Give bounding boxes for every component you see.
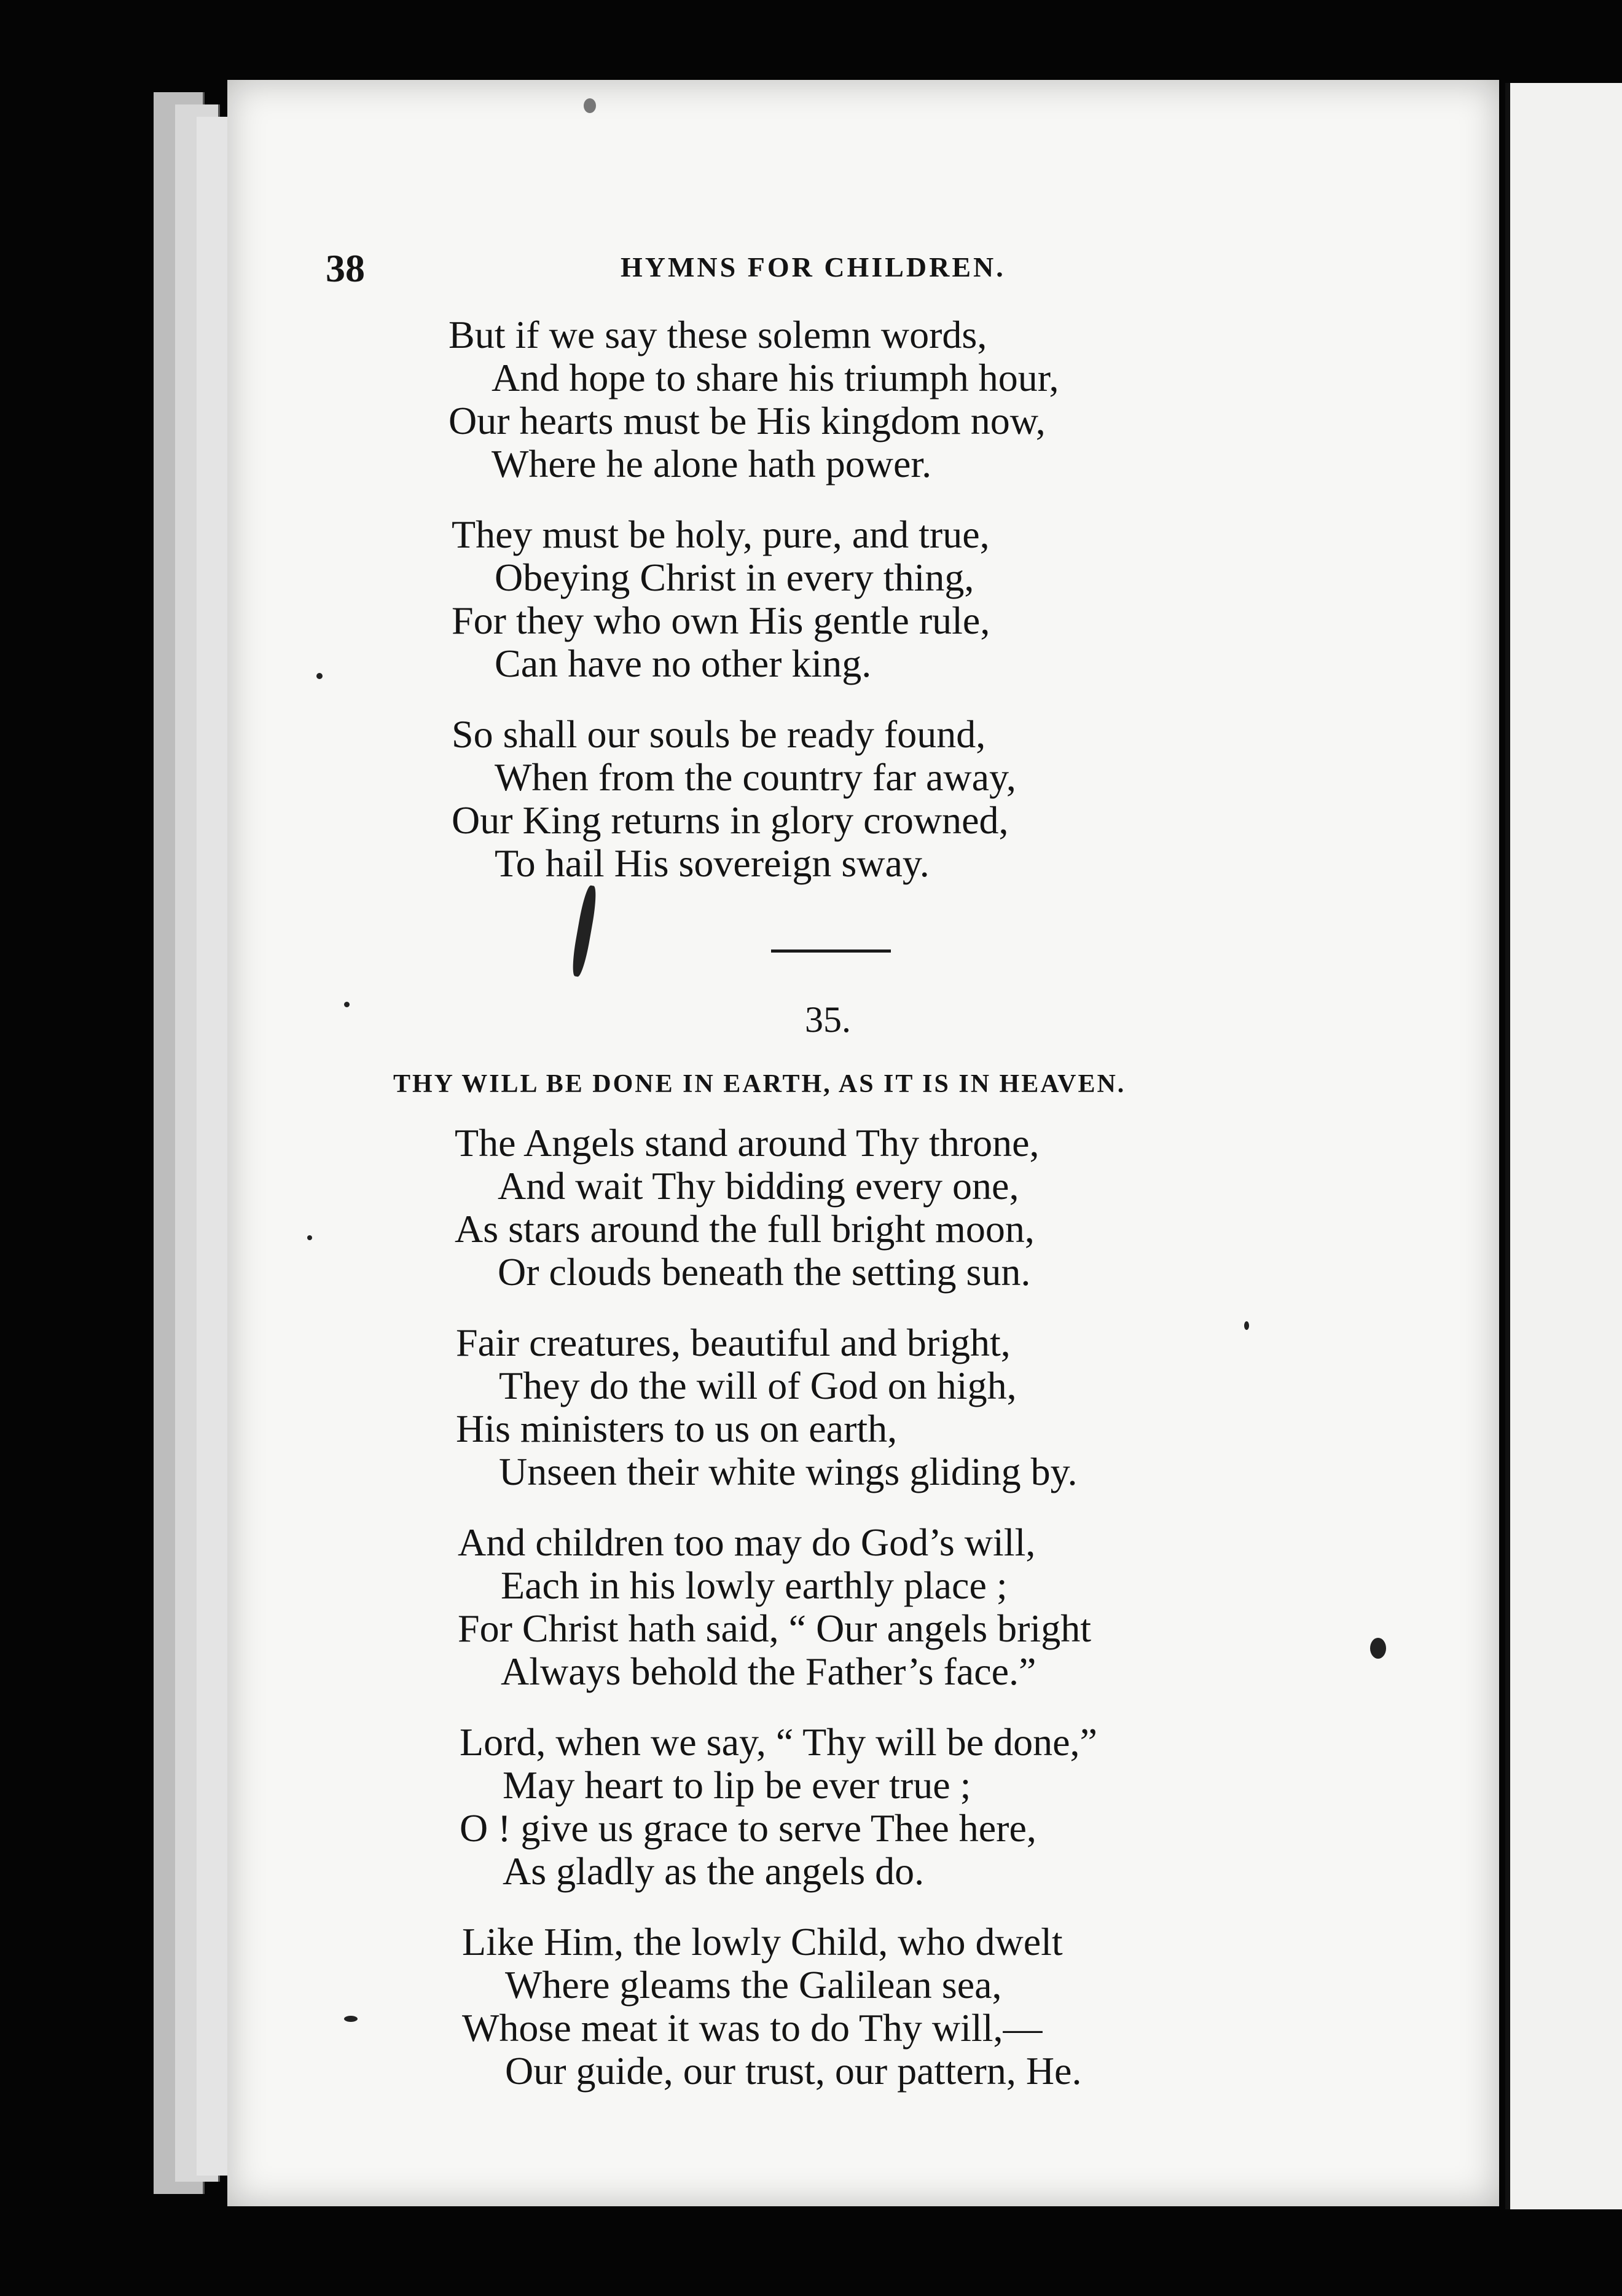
running-head: HYMNS FOR CHILDREN. — [621, 251, 1006, 283]
verse-line: O ! give us grace to serve Thee here, — [460, 1806, 1036, 1850]
verse-line: Always behold the Father’s face.” — [501, 1649, 1036, 1693]
hymn-35-stanza-5 — [462, 1921, 1081, 2093]
hymn-34-stanza-2 — [452, 513, 990, 685]
ink-speck — [344, 2016, 358, 2022]
verse-line: When from the country far away, — [495, 755, 1016, 799]
verse-line: As stars around the full bright moon, — [455, 1207, 1035, 1251]
hymn-number: 35. — [805, 999, 851, 1040]
verse-line: Each in his lowly earthly place ; — [501, 1563, 1008, 1607]
ink-speck — [344, 1002, 350, 1007]
hymn-35-stanza-4 — [460, 1721, 1097, 1893]
verse-line: Obeying Christ in every thing, — [495, 556, 974, 599]
verse-line: Our hearts must be His kingdom now, — [449, 399, 1046, 442]
verse-line: As gladly as the angels do. — [503, 1849, 925, 1893]
verse-line: For they who own His gentle rule, — [452, 599, 990, 642]
verse-line: So shall our souls be ready found, — [452, 712, 986, 756]
verse-line: Whose meat it was to do Thy will,— — [462, 2006, 1043, 2050]
verse-line: Can have no other king. — [495, 642, 872, 685]
hymn-34-stanza-1 — [449, 313, 1059, 486]
verse-line: And children too may do God’s will, — [458, 1520, 1036, 1564]
verse-line: His ministers to us on earth, — [456, 1407, 898, 1450]
verse-line: Where gleams the Galilean sea, — [505, 1963, 1002, 2007]
verse-line: Unseen their white wings gliding by. — [499, 1450, 1078, 1493]
verse-line: The Angels stand around Thy throne, — [455, 1121, 1040, 1165]
ink-speck — [1370, 1638, 1386, 1659]
verse-line: For Christ hath said, “ Our angels bright — [458, 1606, 1091, 1650]
verse-line: And hope to share his triumph hour, — [492, 356, 1059, 399]
ink-speck — [307, 1235, 312, 1240]
facing-page — [1505, 83, 1622, 2209]
verse-line: May heart to lip be ever true ; — [503, 1763, 971, 1807]
verse-line: They do the will of God on high, — [499, 1364, 1017, 1407]
verse-line: Like Him, the lowly Child, who dwelt — [462, 1920, 1063, 1964]
verse-line: Or clouds beneath the setting sun. — [498, 1250, 1031, 1294]
ink-speck — [316, 673, 323, 679]
hymn-35-stanza-1 — [455, 1122, 1040, 1294]
verse-line: Where he alone hath power. — [492, 442, 932, 486]
verse-line: Lord, when we say, “ Thy will be done,” — [460, 1720, 1097, 1764]
verse-line: Fair creatures, beautiful and bright, — [456, 1321, 1011, 1364]
ink-speck — [584, 98, 596, 113]
section-rule — [771, 949, 891, 953]
page-number: 38 — [326, 246, 365, 290]
verse-line: Our guide, our trust, our pattern, He. — [505, 2049, 1082, 2093]
hymn-35-stanza-2 — [456, 1321, 1078, 1493]
hymn-34-stanza-3 — [452, 713, 1016, 885]
verse-line: But if we say these solemn words, — [449, 313, 987, 356]
verse-line: Our King returns in glory crowned, — [452, 798, 1009, 842]
verse-line: To hail His sovereign sway. — [495, 841, 930, 885]
verse-line: They must be holy, pure, and true, — [452, 513, 990, 556]
hymn-35-stanza-3 — [458, 1521, 1091, 1693]
hymn-title: THY WILL BE DONE IN EARTH, AS IT IS IN HEAVEN. — [393, 1070, 1126, 1098]
ink-speck — [1244, 1321, 1249, 1330]
verse-line: And wait Thy bidding every one, — [498, 1164, 1019, 1208]
